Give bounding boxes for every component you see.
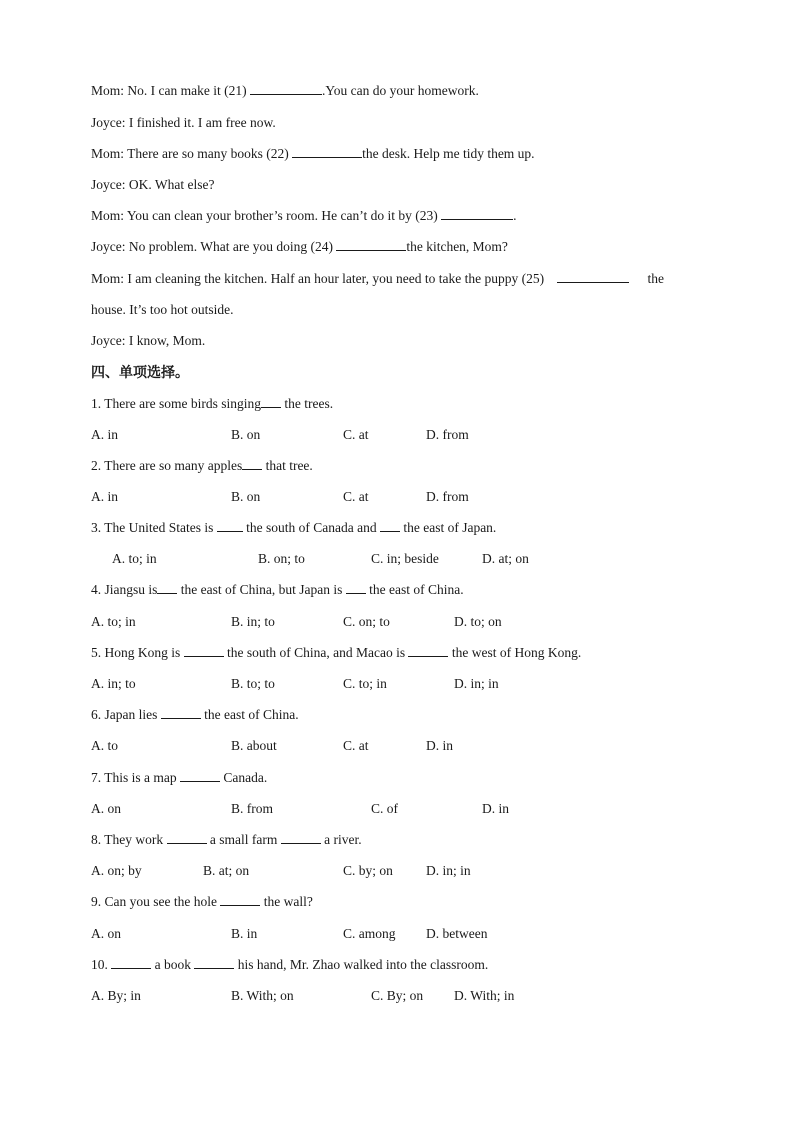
question-4-stem bbox=[91, 581, 734, 599]
option-b[interactable]: B. about bbox=[231, 738, 277, 753]
dialogue-line-6 bbox=[91, 238, 734, 256]
speaker: Mom: bbox=[91, 271, 125, 286]
stem-text: a book bbox=[151, 957, 195, 972]
option-d[interactable]: D. from bbox=[426, 489, 469, 504]
answer-blank[interactable] bbox=[281, 831, 321, 844]
line-text: You can clean your brother’s room. He can’t do it by (23) bbox=[124, 208, 442, 223]
stem-text: 7. This is a map bbox=[91, 770, 180, 785]
question-2-stem bbox=[91, 457, 734, 475]
speaker: Mom: bbox=[91, 146, 125, 161]
option-d[interactable]: D. to; on bbox=[454, 614, 502, 629]
option-a[interactable]: A. in bbox=[91, 427, 118, 442]
answer-blank[interactable] bbox=[167, 831, 207, 844]
line-text: No. I can make it (21) bbox=[124, 83, 250, 98]
dialogue-line-1 bbox=[91, 82, 734, 100]
dialogue-line-8 bbox=[91, 301, 734, 319]
line-text: .You can do your homework. bbox=[321, 83, 479, 98]
stem-text: the wall? bbox=[260, 894, 313, 909]
answer-blank[interactable] bbox=[184, 644, 224, 657]
stem-text: a river. bbox=[320, 832, 362, 847]
option-b[interactable]: B. from bbox=[231, 801, 273, 816]
speaker: Mom: bbox=[91, 208, 125, 223]
answer-blank[interactable] bbox=[261, 395, 281, 408]
question-7-stem bbox=[91, 769, 734, 787]
speaker: Mom: bbox=[91, 83, 125, 98]
stem-text: the west of Hong Kong. bbox=[448, 645, 582, 660]
line-text: the desk. Help me tidy them up. bbox=[362, 146, 535, 161]
stem-text: 8. They work bbox=[91, 832, 167, 847]
dialogue-line-4 bbox=[91, 176, 734, 194]
option-c[interactable]: C. among bbox=[343, 926, 396, 941]
option-a[interactable]: A. to; in bbox=[91, 614, 136, 629]
option-c[interactable]: C. to; in bbox=[343, 676, 387, 691]
stem-text: 9. Can you see the hole bbox=[91, 894, 221, 909]
option-b[interactable]: B. on bbox=[231, 427, 261, 442]
option-c[interactable]: C. on; to bbox=[343, 614, 390, 629]
answer-blank-23[interactable] bbox=[441, 207, 513, 220]
line-text: There are so many books (22) bbox=[124, 146, 293, 161]
answer-blank[interactable] bbox=[408, 644, 448, 657]
line-text: I am cleaning the kitchen. Half an hour later, you need to take the puppy (25) bbox=[124, 271, 548, 286]
option-b[interactable]: B. in bbox=[231, 926, 258, 941]
option-a[interactable]: A. on bbox=[91, 801, 121, 816]
answer-blank[interactable] bbox=[217, 519, 243, 532]
option-c[interactable]: C. in; beside bbox=[371, 551, 439, 566]
answer-blank[interactable] bbox=[180, 769, 220, 782]
answer-blank[interactable] bbox=[157, 581, 177, 594]
option-d[interactable]: D. in bbox=[482, 801, 509, 816]
stem-text: the east of China, but Japan is bbox=[177, 582, 346, 597]
answer-blank[interactable] bbox=[346, 581, 366, 594]
option-b[interactable]: B. on; to bbox=[258, 551, 305, 566]
option-b[interactable]: B. at; on bbox=[203, 863, 250, 878]
stem-text: Canada. bbox=[220, 770, 268, 785]
stem-text: 10. bbox=[91, 957, 112, 972]
line-text: No problem. What are you doing (24) bbox=[125, 239, 337, 254]
stem-text: 6. Japan lies bbox=[91, 707, 161, 722]
answer-blank-22[interactable] bbox=[292, 145, 362, 158]
answer-blank[interactable] bbox=[111, 956, 151, 969]
stem-text: 2. There are so many apples bbox=[91, 458, 243, 473]
question-8-stem bbox=[91, 831, 734, 849]
stem-text: 1. There are some birds singing bbox=[91, 396, 261, 411]
option-d[interactable]: D. from bbox=[426, 427, 469, 442]
option-d[interactable]: D. between bbox=[426, 926, 488, 941]
speaker: Joyce: bbox=[91, 333, 126, 348]
option-c[interactable]: C. By; on bbox=[371, 988, 424, 1003]
option-d[interactable]: D. With; in bbox=[454, 988, 515, 1003]
stem-text: a small farm bbox=[206, 832, 281, 847]
answer-blank[interactable] bbox=[194, 956, 234, 969]
question-10-stem bbox=[91, 956, 734, 974]
option-c[interactable]: C. by; on bbox=[343, 863, 393, 878]
line-text: the bbox=[647, 271, 664, 286]
dialogue-line-3 bbox=[91, 145, 734, 163]
answer-blank[interactable] bbox=[380, 519, 400, 532]
speaker: Joyce: bbox=[91, 239, 126, 254]
line-text: the kitchen, Mom? bbox=[406, 239, 508, 254]
line-text: . bbox=[513, 208, 517, 223]
question-3-stem bbox=[91, 519, 734, 537]
dialogue-line-2 bbox=[91, 114, 734, 132]
option-d[interactable]: D. in bbox=[426, 738, 453, 753]
stem-text: the east of China. bbox=[200, 707, 299, 722]
option-a[interactable]: A. in bbox=[91, 489, 118, 504]
stem-text: the east of China. bbox=[365, 582, 464, 597]
line-text: I know, Mom. bbox=[125, 333, 206, 348]
option-c[interactable]: C. at bbox=[343, 489, 369, 504]
dialogue-line-7 bbox=[91, 270, 734, 288]
stem-text: the south of China, and Macao is bbox=[223, 645, 409, 660]
option-c[interactable]: C. of bbox=[371, 801, 398, 816]
answer-blank[interactable] bbox=[161, 706, 201, 719]
dialogue-line-5 bbox=[91, 207, 734, 225]
question-1-stem bbox=[91, 395, 734, 413]
line-text: I finished it. I am free now. bbox=[125, 115, 276, 130]
question-6-stem bbox=[91, 706, 734, 724]
stem-text: 4. Jiangsu is bbox=[91, 582, 158, 597]
stem-text: 5. Hong Kong is bbox=[91, 645, 184, 660]
option-d[interactable]: D. in; in bbox=[426, 863, 471, 878]
answer-blank[interactable] bbox=[220, 893, 260, 906]
line-text: OK. What else? bbox=[125, 177, 215, 192]
question-5-stem bbox=[91, 644, 734, 662]
option-a[interactable]: A. on; by bbox=[91, 863, 142, 878]
answer-blank-24[interactable] bbox=[336, 238, 406, 251]
dialogue-line-9 bbox=[91, 332, 734, 350]
option-a[interactable]: A. on bbox=[91, 926, 121, 941]
stem-text: his hand, Mr. Zhao walked into the classroom. bbox=[234, 957, 489, 972]
option-d[interactable]: D. at; on bbox=[482, 551, 529, 566]
line-text: house. It’s too hot outside. bbox=[91, 302, 234, 317]
option-b[interactable]: B. With; on bbox=[231, 988, 294, 1003]
option-a[interactable]: A. in; to bbox=[91, 676, 136, 691]
option-a[interactable]: A. to; in bbox=[112, 551, 157, 566]
stem-text: 3. The United States is bbox=[91, 520, 217, 535]
option-d[interactable]: D. in; in bbox=[454, 676, 499, 691]
section-title: 四、单项选择。 bbox=[91, 365, 189, 381]
option-a[interactable]: A. By; in bbox=[91, 988, 141, 1003]
answer-blank[interactable] bbox=[242, 457, 262, 470]
option-b[interactable]: B. in; to bbox=[231, 614, 275, 629]
option-b[interactable]: B. on bbox=[231, 489, 261, 504]
option-c[interactable]: C. at bbox=[343, 738, 369, 753]
stem-text: that tree. bbox=[262, 458, 313, 473]
option-a[interactable]: A. to bbox=[91, 738, 118, 753]
option-b[interactable]: B. to; to bbox=[231, 676, 275, 691]
stem-text: the trees. bbox=[280, 396, 334, 411]
answer-blank-25[interactable] bbox=[557, 270, 629, 283]
speaker: Joyce: bbox=[91, 177, 126, 192]
option-c[interactable]: C. at bbox=[343, 427, 369, 442]
question-9-stem bbox=[91, 893, 734, 911]
stem-text: the south of Canada and bbox=[242, 520, 380, 535]
stem-text: the east of Japan. bbox=[399, 520, 497, 535]
speaker: Joyce: bbox=[91, 115, 126, 130]
answer-blank-21[interactable] bbox=[250, 82, 322, 95]
